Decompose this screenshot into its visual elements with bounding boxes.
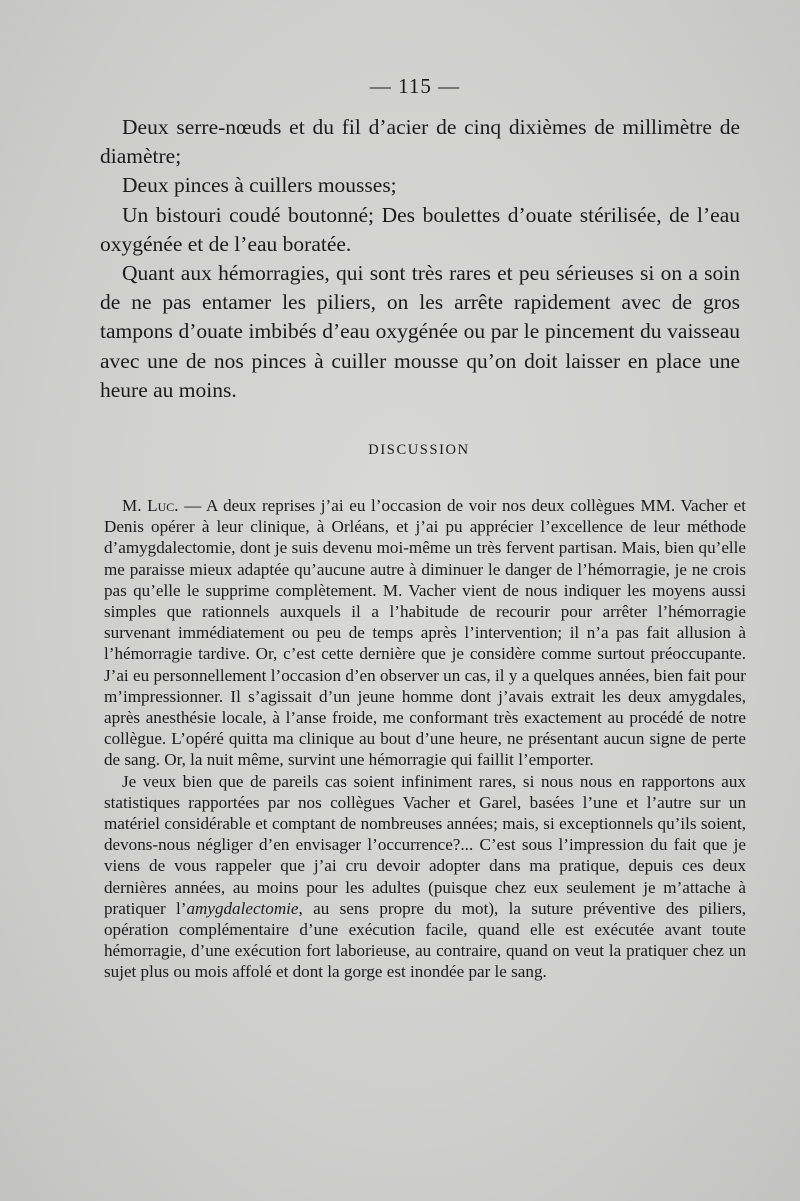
discussion-paragraph-2-text-start: Je veux bien que de pareils cas soient infiniment rares, si nous nous en rapportons aux statistiques rapportées par nos collègues Vacher et Garel, basées l’une et l’autre sur un matériel considérable et comptant de nombreuses années; mais, si exceptionnels qu’ils soient, devons-nous négliger d’en envisager l’occurrence?... C’est sous l’impression du fait que je viens de vous rappeler que j’ai cru devoir adopter dans ma pratique, depuis ces deux dernières années, au moins pour les adultes (puisque chez eux seulement je m’attache à pratiquer l’ [104, 771, 746, 918]
discussion-paragraph-1-text: — A deux reprises j’ai eu l’occasion de voir nos deux collègues MM. Vacher et Denis opérer à leur clinique, à Orléans, et j’ai pu apprécier l’excellence de leur méthode d’amygdalectomie, dont je suis devenu moi-même un très fervent partisan. Mais, bien qu’elle me paraisse mieux adaptée qu’aucune autre à diminuer le danger de l’hémorragie, je ne crois pas qu’elle le supprime complètement. M. Vacher vient de nous indiquer les moyens aussi simples que rationnels auxquels il a l’habitude de recourir pour arrêter l’hémorragie survenant immédiatement ou peu de temps après l’intervention; il n’a pas fait allusion à l’hémorragie tardive. Or, c’est cette dernière que je considère comme surtout préoccupante. J’ai eu personnellement l’occasion d’en observer un cas, il y a quelques années, bien fait pour m’impressionner. Il s’agissait d’un jeune homme dont j’avais extrait les deux amygdales, après anesthésie locale, à l’anse froide, me conformant très exactement au procédé de notre collègue. L’opéré quitta ma clinique au bout d’une heure, ne présentant aucun signe de perte de sang. Or, la nuit même, survint une hémorragie qui faillit l’emporter. [104, 496, 746, 770]
page-number: — 115 — [369, 74, 461, 98]
equipment-text-block [100, 113, 740, 405]
paragraph-hemorragies: Quant aux hémorragies, qui sont très rares et peu sérieuses si on a soin de ne pas entamer les piliers, on les arrête rapidement avec de gros tampons d’ouate imbibés d’eau oxygénée ou par le pincement du vaisseau avec une de nos pinces à cuiller mousse qu’on doit laisser en place une heure au moins. [100, 261, 740, 402]
italic-term: amygdalectomie [186, 898, 299, 918]
discussion-text-block [104, 495, 746, 983]
discussion-paragraph-1 [104, 495, 746, 771]
discussion-paragraph-2-text-end: , au sens propre du mot), la suture préventive des piliers, opération complémentaire d’une exécution facile, quand elle est exécutée avant toute hémorragie, d’une exécution fort laborieuse, au contraire, quand on veut la pratiquer chez un sujet plus ou mois affolé et dont la gorge est inondée par le sang. [104, 898, 746, 982]
speaker-name: M. Luc. [122, 496, 179, 515]
paragraph-bistouri: Un bistouri coudé boutonné; Des boulettes d’ouate stérilisée, de l’eau oxygénée et de l’eau boratée. [100, 202, 740, 256]
paragraph-pinces: Deux pinces à cuillers mousses; [122, 173, 397, 198]
paragraph-serre-noeuds: Deux serre-nœuds et du fil d’acier de cinq dixièmes de millimètre de diamètre; [100, 115, 740, 169]
section-heading: DISCUSSION [368, 442, 470, 458]
discussion-paragraph-2 [104, 771, 746, 983]
